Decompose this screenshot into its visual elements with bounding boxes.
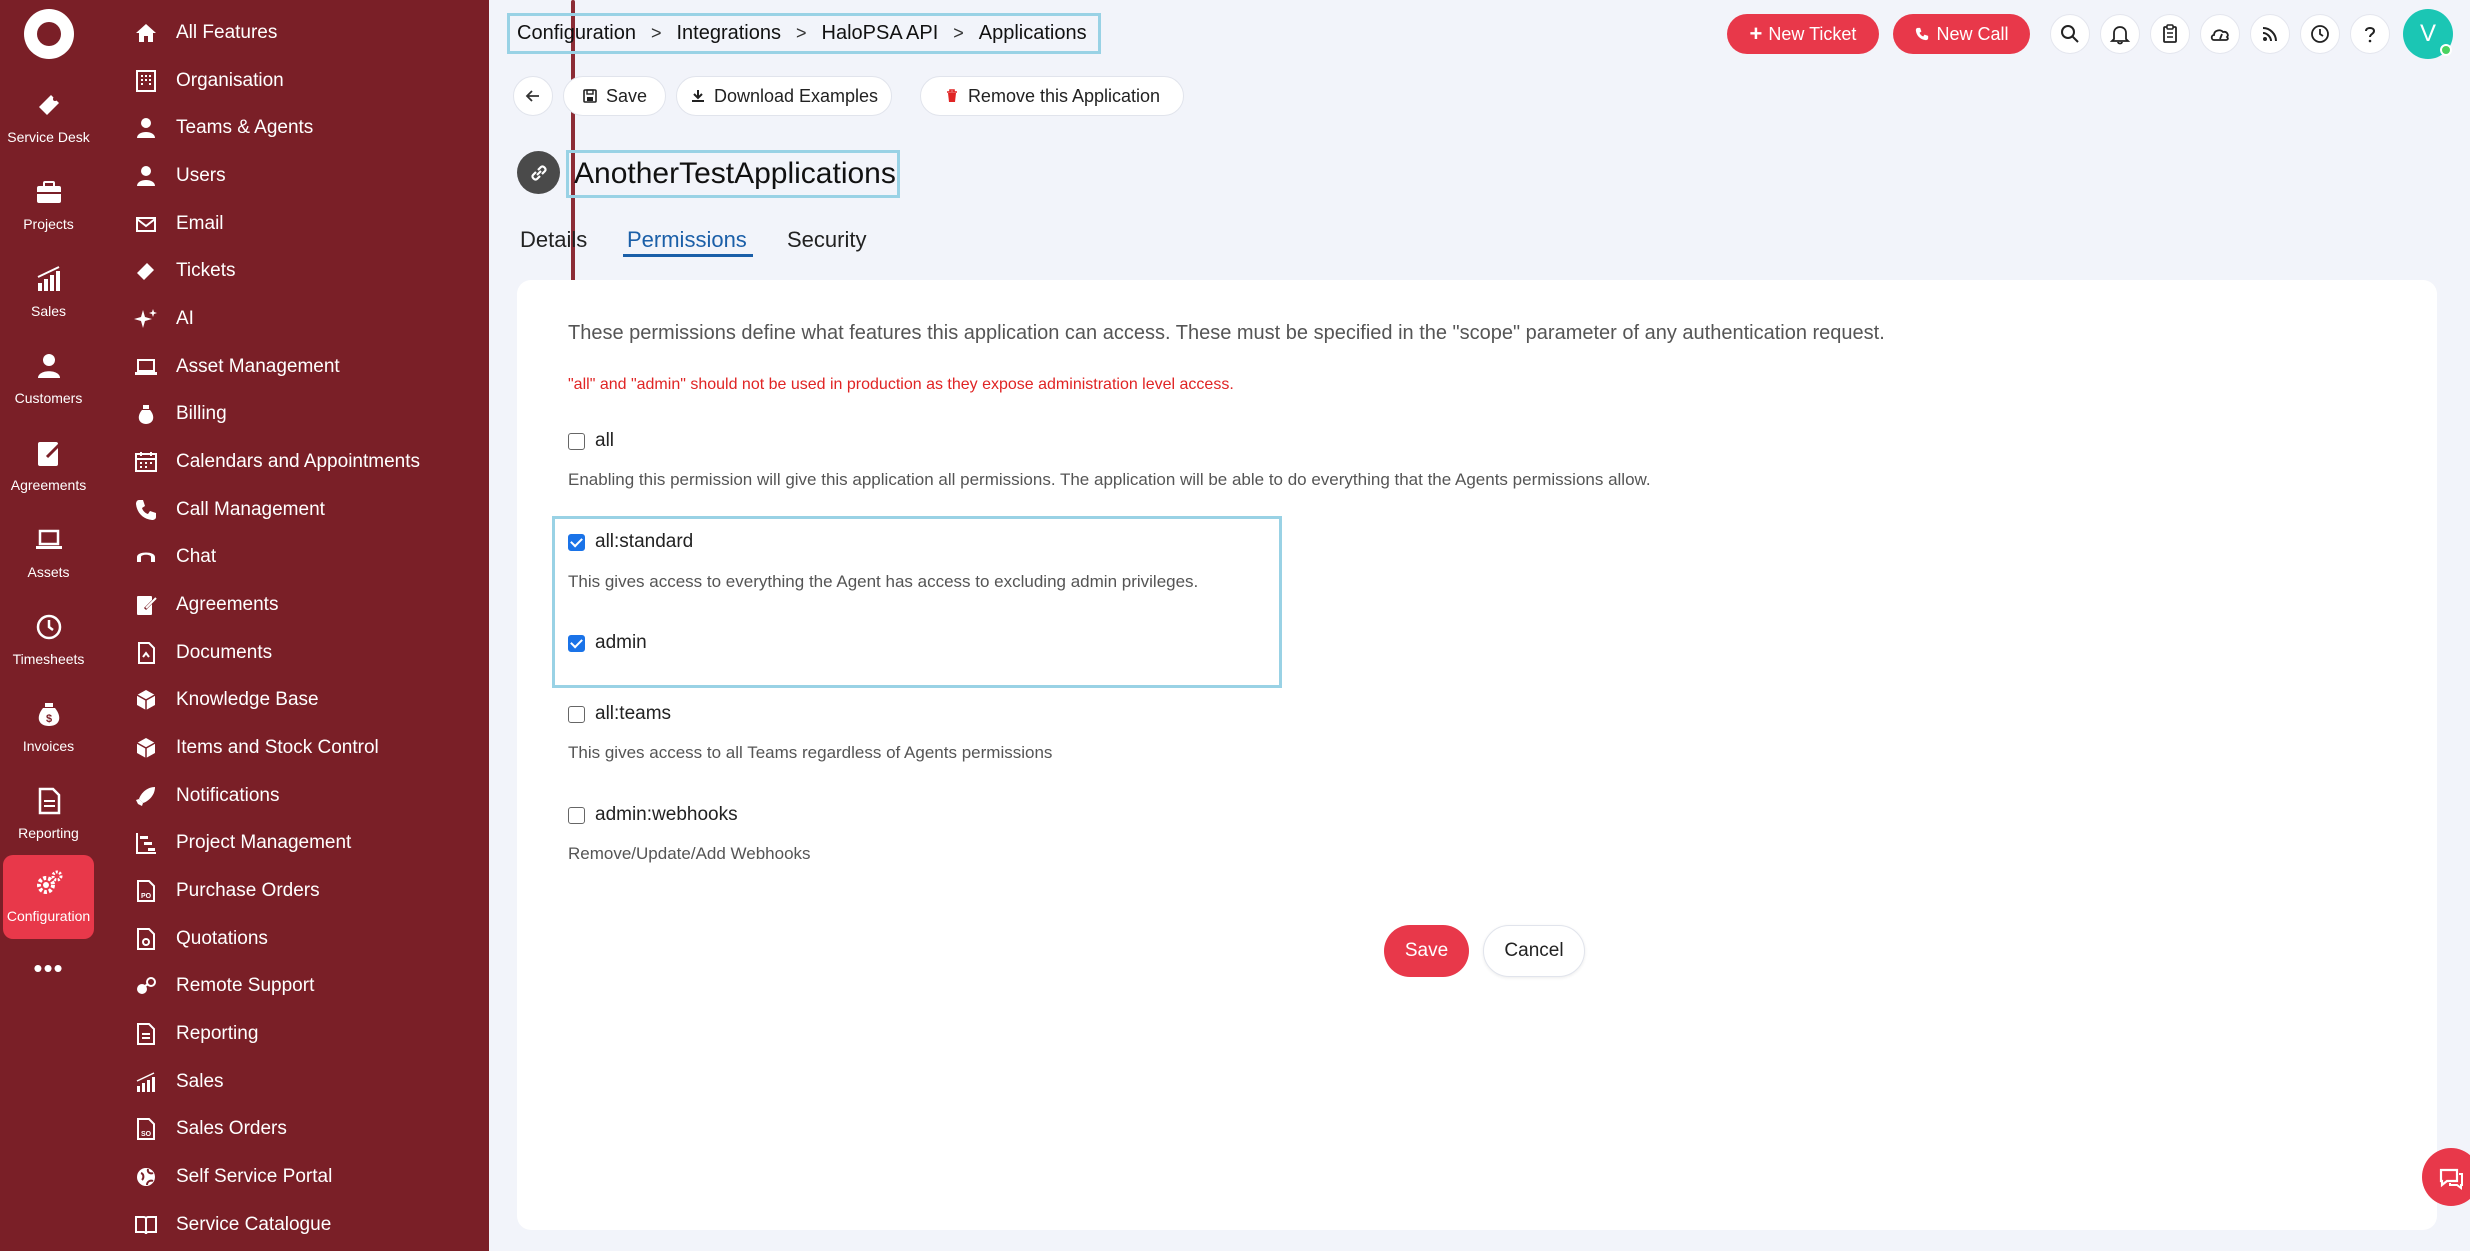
search-button[interactable] bbox=[2050, 14, 2090, 54]
svg-text:$: $ bbox=[45, 713, 52, 725]
rail-item-sales[interactable]: Sales bbox=[3, 250, 94, 334]
permissions-warning: "all" and "admin" should not be used in production as they expose administration level access. bbox=[568, 376, 1234, 393]
breadcrumb-applications[interactable]: Applications bbox=[978, 22, 1087, 44]
ticket-icon bbox=[29, 85, 69, 125]
permission-admin[interactable]: admin bbox=[568, 630, 647, 656]
permission-all-teams[interactable]: all:teams bbox=[568, 701, 671, 727]
permission-all[interactable]: all bbox=[568, 428, 614, 454]
menu-item-sales-orders[interactable]: SO Sales Orders bbox=[133, 1109, 287, 1149]
link-icon bbox=[517, 151, 560, 194]
rail-item-timesheets[interactable]: Timesheets bbox=[3, 598, 94, 682]
menu-item-call-management[interactable]: Call Management bbox=[133, 490, 325, 530]
rail-item-reporting[interactable]: Reporting bbox=[3, 772, 94, 856]
menu-item-ai[interactable]: AI bbox=[133, 299, 194, 339]
save-icon bbox=[582, 88, 598, 104]
gantt-icon bbox=[133, 830, 159, 856]
report-icon bbox=[133, 1021, 159, 1047]
trash-icon bbox=[944, 88, 960, 104]
remote-icon bbox=[133, 973, 159, 999]
edit-doc-icon bbox=[133, 592, 159, 618]
clipboard-button[interactable] bbox=[2150, 14, 2190, 54]
menu-item-reporting[interactable]: Reporting bbox=[133, 1014, 258, 1054]
user-icon bbox=[133, 163, 159, 189]
permission-all-standard-checkbox[interactable] bbox=[568, 534, 585, 551]
menu-item-quotations[interactable]: Quotations bbox=[133, 919, 268, 959]
breadcrumb bbox=[507, 13, 1101, 54]
calendar-icon bbox=[133, 449, 159, 475]
menu-item-notifications[interactable]: Notifications bbox=[133, 776, 280, 816]
toolbar-save-button[interactable]: Save bbox=[563, 76, 666, 116]
tab-permissions[interactable]: Permissions bbox=[627, 227, 747, 252]
rocket-icon bbox=[133, 783, 159, 809]
more-icon[interactable]: ••• bbox=[33, 953, 64, 983]
permission-admin-webhooks[interactable]: admin:webhooks bbox=[568, 802, 738, 828]
user-avatar[interactable]: V bbox=[2403, 9, 2453, 59]
menu-item-chat[interactable]: Chat bbox=[133, 537, 216, 577]
menu-item-sales[interactable]: Sales bbox=[133, 1062, 224, 1102]
dashboard-button[interactable] bbox=[2200, 14, 2240, 54]
notifications-button[interactable] bbox=[2100, 14, 2140, 54]
menu-item-teams-agents[interactable]: Teams & Agents bbox=[133, 108, 313, 148]
svg-text:SO: SO bbox=[140, 1131, 152, 1138]
rail-item-agreements[interactable]: Agreements bbox=[3, 424, 94, 508]
menu-item-email[interactable]: Email bbox=[133, 204, 224, 244]
user-icon bbox=[29, 346, 69, 386]
rail-item-invoices[interactable]: $ Invoices bbox=[3, 685, 94, 769]
permission-admin-checkbox[interactable] bbox=[568, 635, 585, 652]
cancel-button[interactable]: Cancel bbox=[1483, 925, 1585, 977]
email-icon bbox=[133, 211, 159, 237]
permission-all-description: Enabling this permission will give this application all permissions. The application will be able to do everything that the Agents permissions allow. bbox=[568, 470, 1651, 489]
permission-all-standard-description: This gives access to everything the Agent has access to excluding admin privileges. bbox=[568, 572, 1199, 591]
ticket-icon bbox=[133, 258, 159, 284]
help-button[interactable] bbox=[2350, 14, 2390, 54]
feed-button[interactable] bbox=[2250, 14, 2290, 54]
rail-item-projects[interactable]: Projects bbox=[3, 163, 94, 247]
edit-doc-icon bbox=[29, 433, 69, 473]
permissions-intro: These permissions define what features this application can access. These must be specified in the "scope" parameter of any authentication request. bbox=[568, 322, 1885, 344]
permission-all-teams-description: This gives access to all Teams regardless of Agents permissions bbox=[568, 743, 1053, 762]
menu-item-project-management[interactable]: Project Management bbox=[133, 823, 351, 863]
laptop-icon bbox=[29, 520, 69, 560]
menu-item-purchase-orders[interactable]: PO Purchase Orders bbox=[133, 871, 320, 911]
help-icon bbox=[2359, 23, 2381, 45]
laptop-icon bbox=[133, 354, 159, 380]
download-examples-button[interactable]: Download Examples bbox=[676, 76, 892, 116]
menu-item-remote-support[interactable]: Remote Support bbox=[133, 966, 314, 1006]
tab-details[interactable]: Details bbox=[520, 227, 588, 252]
chart-icon bbox=[133, 1069, 159, 1095]
briefcase-icon bbox=[29, 172, 69, 212]
rail-item-assets[interactable]: Assets bbox=[3, 511, 94, 595]
breadcrumb-integrations[interactable]: Integrations bbox=[676, 22, 781, 44]
report-icon bbox=[29, 781, 69, 821]
money-bag-icon bbox=[29, 694, 69, 734]
download-icon bbox=[690, 88, 706, 104]
menu-item-tickets[interactable]: Tickets bbox=[133, 251, 235, 291]
home-icon bbox=[133, 20, 159, 46]
new-call-button[interactable]: New Call bbox=[1893, 14, 2030, 54]
permission-admin-webhooks-description: Remove/Update/Add Webhooks bbox=[568, 844, 811, 863]
online-status-dot bbox=[2440, 44, 2452, 56]
money-bag-icon bbox=[133, 401, 159, 427]
active-tab-indicator bbox=[623, 254, 753, 257]
chat-bubble-icon bbox=[2436, 1162, 2466, 1192]
nav-rail bbox=[0, 0, 97, 1251]
box-icon bbox=[133, 687, 159, 713]
gears-icon bbox=[29, 864, 69, 904]
phone-icon bbox=[1914, 26, 1930, 42]
clipboard-icon bbox=[2159, 23, 2181, 45]
menu-item-calendars[interactable]: Calendars and Appointments bbox=[133, 442, 420, 482]
menu-item-organisation[interactable]: Organisation bbox=[133, 61, 284, 101]
globe-icon bbox=[133, 1164, 159, 1190]
menu-item-all-features[interactable]: All Features bbox=[133, 13, 277, 53]
phone-icon bbox=[133, 497, 159, 523]
halo-logo[interactable] bbox=[24, 9, 74, 59]
clock-icon bbox=[29, 607, 69, 647]
rail-item-service-desk[interactable]: Service Desk bbox=[3, 76, 94, 160]
sparkle-icon bbox=[133, 306, 159, 332]
menu-item-users[interactable]: Users bbox=[133, 156, 226, 196]
remove-application-button[interactable]: Remove this Application bbox=[920, 76, 1184, 116]
permission-all-checkbox[interactable] bbox=[568, 433, 585, 450]
box-icon bbox=[133, 735, 159, 761]
menu-item-self-service-portal[interactable]: Self Service Portal bbox=[133, 1157, 332, 1197]
search-icon bbox=[2059, 23, 2081, 45]
breadcrumb-halopsa-api[interactable]: HaloPSA API bbox=[821, 22, 939, 44]
menu-item-items-stock[interactable]: Items and Stock Control bbox=[133, 728, 379, 768]
menu-item-billing[interactable]: Billing bbox=[133, 394, 227, 434]
timer-button[interactable] bbox=[2300, 14, 2340, 54]
document-icon bbox=[133, 640, 159, 666]
menu-item-knowledge-base[interactable]: Knowledge Base bbox=[133, 680, 319, 720]
menu-item-asset-management[interactable]: Asset Management bbox=[133, 347, 340, 387]
chart-icon bbox=[29, 259, 69, 299]
speedometer-cloud-icon bbox=[2209, 23, 2231, 45]
po-document-icon bbox=[133, 878, 159, 904]
so-document-icon bbox=[133, 1116, 159, 1142]
quote-document-icon bbox=[133, 926, 159, 952]
chat-icon bbox=[133, 544, 159, 570]
book-icon bbox=[133, 1212, 159, 1238]
permission-admin-webhooks-checkbox[interactable] bbox=[568, 807, 585, 824]
breadcrumb-separator: > bbox=[953, 23, 964, 43]
clock-icon bbox=[2309, 23, 2331, 45]
new-ticket-button[interactable]: + New Ticket bbox=[1727, 14, 1879, 54]
rss-icon bbox=[2259, 23, 2281, 45]
features-menu bbox=[97, 0, 489, 1251]
tab-security[interactable]: Security bbox=[787, 227, 867, 252]
plus-icon: + bbox=[1749, 21, 1763, 46]
back-button[interactable] bbox=[513, 76, 553, 116]
permission-all-standard[interactable]: all:standard bbox=[568, 529, 693, 555]
application-title: AnotherTestApplications bbox=[566, 150, 900, 198]
save-button[interactable]: Save bbox=[1384, 925, 1469, 977]
permission-all-teams-checkbox[interactable] bbox=[568, 706, 585, 723]
breadcrumb-separator: > bbox=[650, 23, 662, 43]
rail-item-configuration[interactable]: Configuration bbox=[3, 855, 94, 939]
menu-item-service-catalogue[interactable]: Service Catalogue bbox=[133, 1205, 331, 1245]
arrow-left-icon bbox=[524, 87, 542, 105]
menu-item-agreements[interactable]: Agreements bbox=[133, 585, 278, 625]
rail-item-customers[interactable]: Customers bbox=[3, 337, 94, 421]
breadcrumb-separator: > bbox=[796, 23, 807, 43]
menu-item-documents[interactable]: Documents bbox=[133, 633, 272, 673]
svg-text:PO: PO bbox=[140, 893, 152, 900]
bell-icon bbox=[2109, 23, 2131, 45]
agent-icon bbox=[133, 115, 159, 141]
building-icon bbox=[133, 68, 159, 94]
breadcrumb-configuration[interactable]: Configuration bbox=[517, 22, 636, 44]
